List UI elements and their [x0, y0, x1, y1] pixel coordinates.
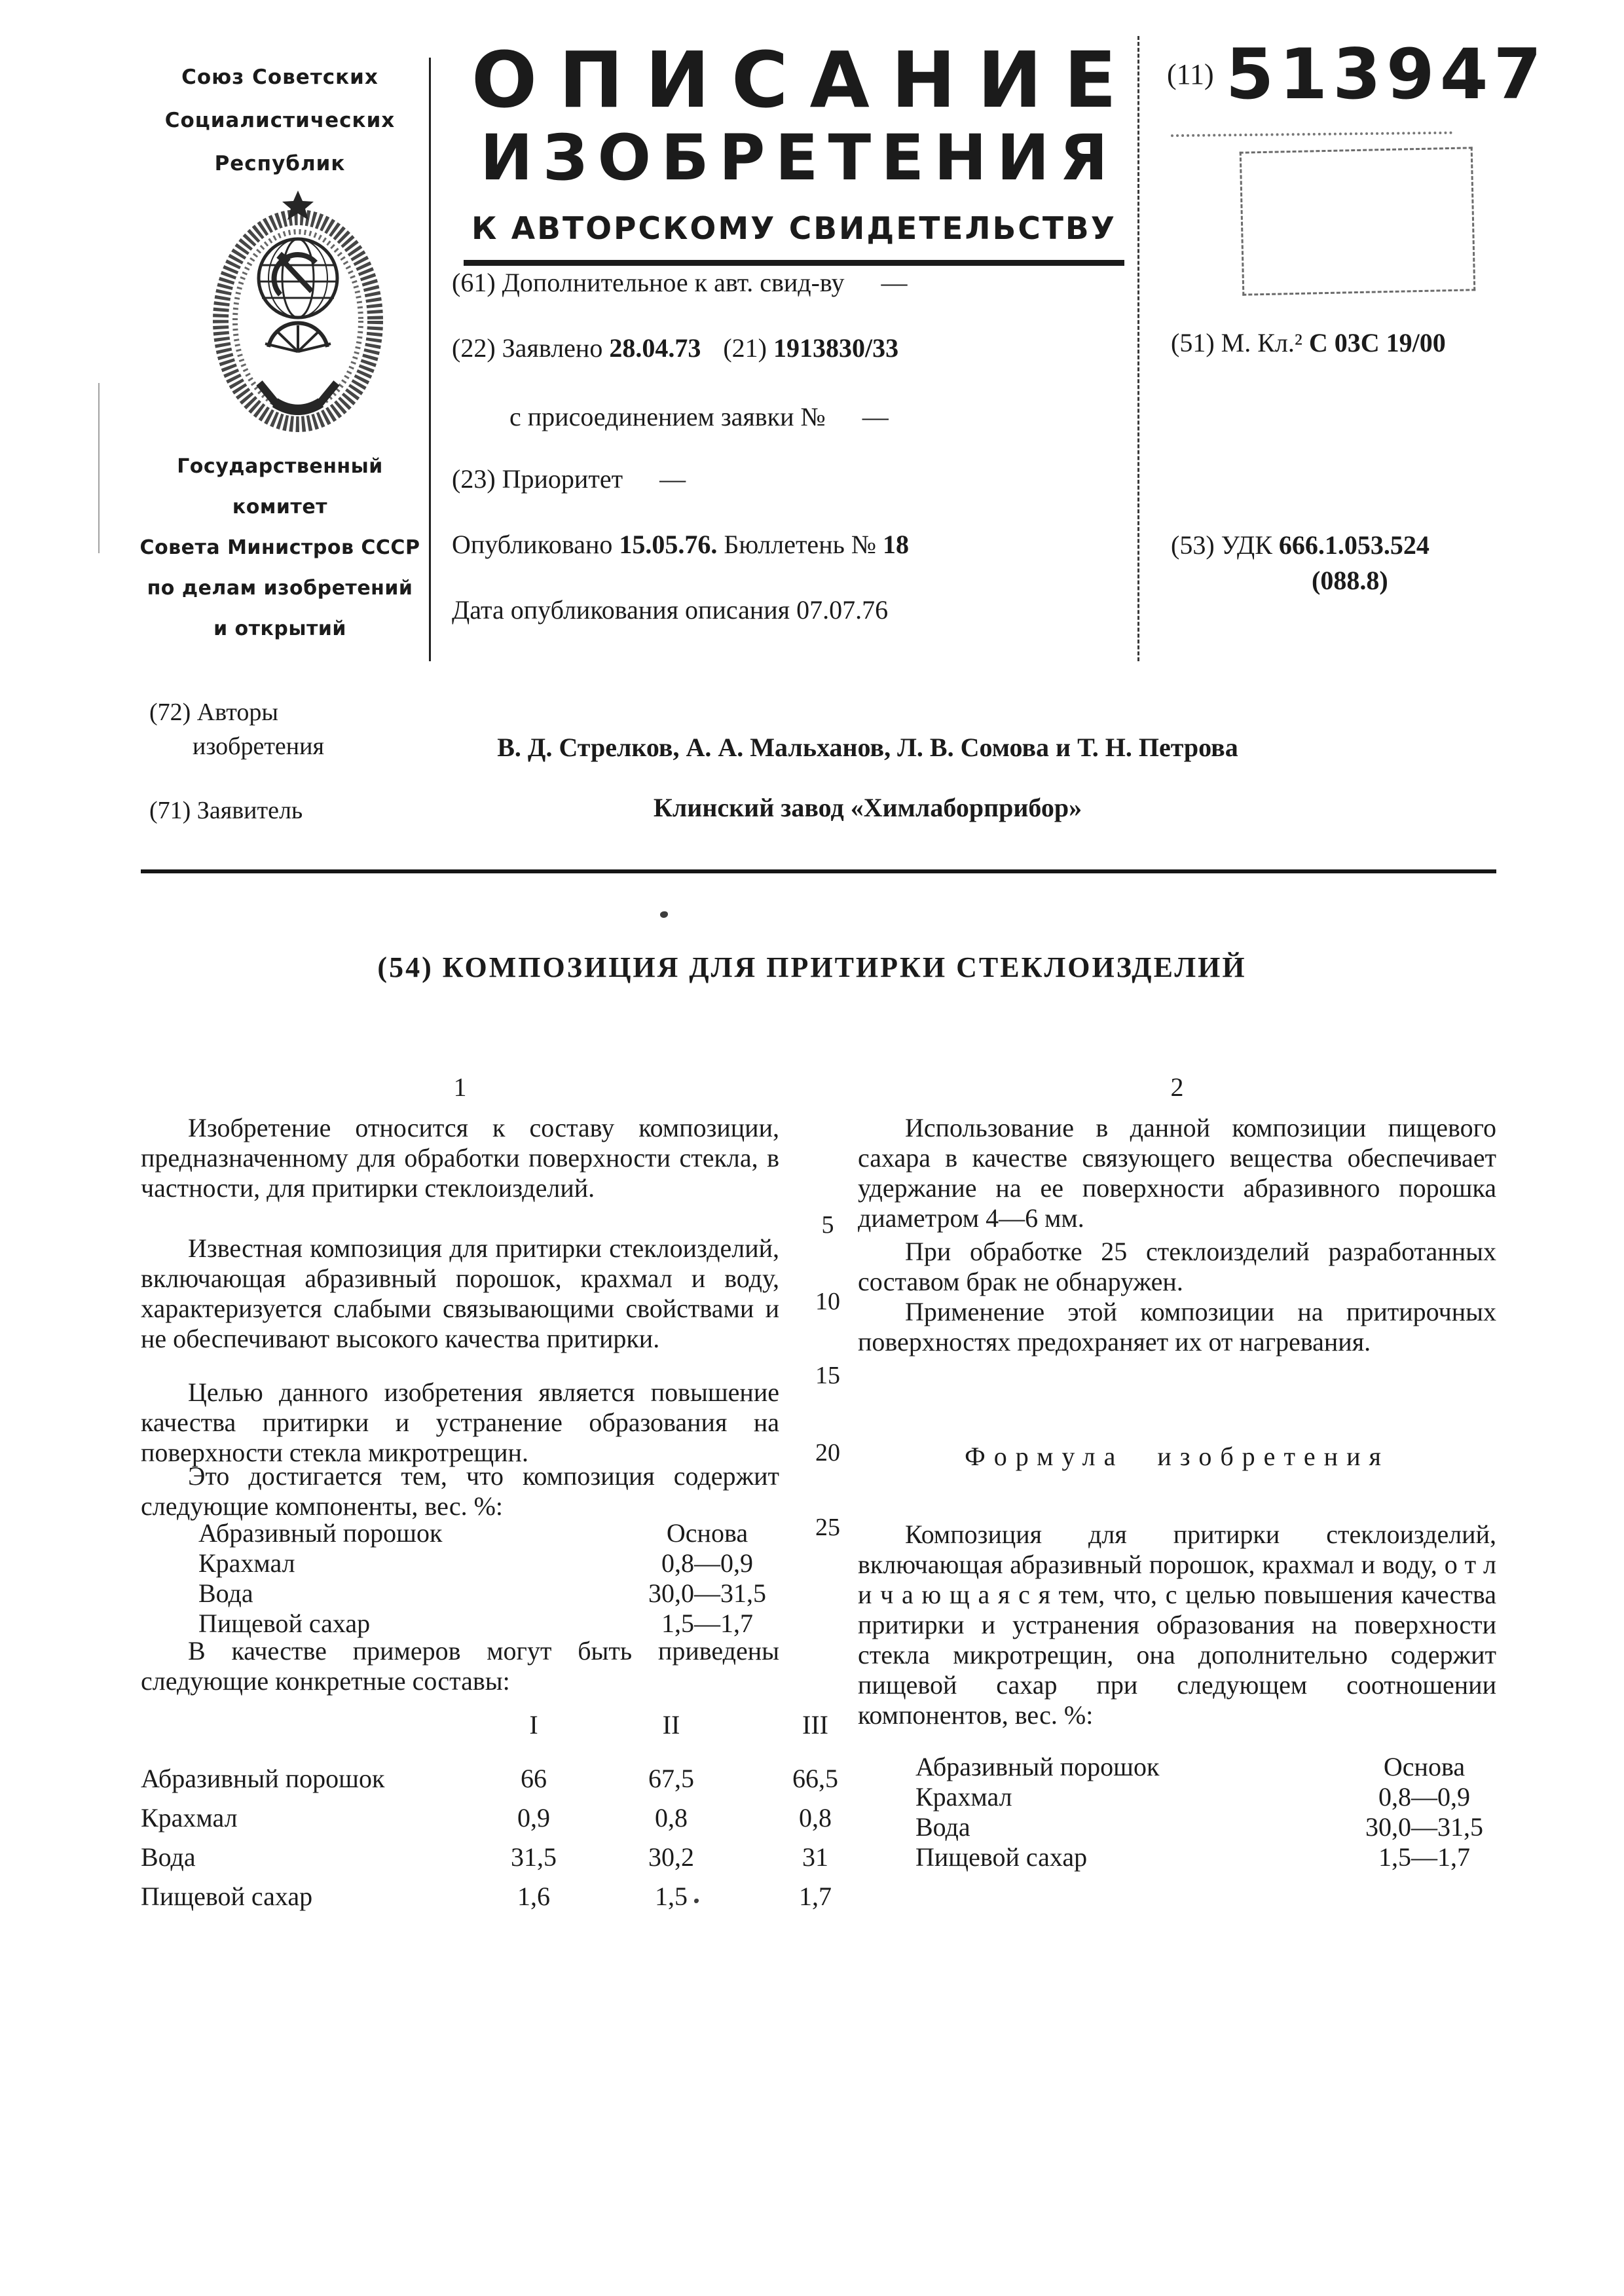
field-21-code: (21): [723, 333, 767, 363]
component-amount: 1,5—1,7: [1378, 1842, 1470, 1872]
composition-row: [141, 1518, 779, 1548]
publication-number: [1167, 34, 1599, 115]
component-name: Крахмал: [198, 1548, 295, 1578]
authors-names: В. Д. Стрелков, А. А. Мальханов, Л. В. Сомова и Т. Н. Петрова: [497, 733, 1238, 762]
field-23: [452, 464, 1133, 494]
line-number-20: 20: [815, 1439, 840, 1467]
field-53-value2: (088.8): [1312, 566, 1388, 595]
table-cell: 1,6: [517, 1882, 550, 1911]
component-name: Пищевой сахар: [915, 1842, 1088, 1872]
doc-subtitle: К АВТОРСКОМУ СВИДЕТЕЛЬСТВУ: [464, 211, 1124, 266]
committee-block: [128, 446, 432, 649]
component-name: Вода: [198, 1578, 253, 1608]
field-23-label: (23) Приоритет: [452, 464, 623, 494]
line-number-10: 10: [815, 1288, 840, 1315]
composition-row: [141, 1548, 779, 1578]
paragraph: Использование в данной композиции пищевого сахара в качестве связующего вещества обеспечивает удержание на ее поверхности абразивного порошка диаметром 4—6 мм.: [858, 1113, 1496, 1233]
field-22-date: 28.04.73: [609, 333, 701, 363]
ussr-coat-of-arms-icon: [196, 187, 399, 445]
table-cell: 67,5: [648, 1764, 694, 1793]
component-name: Абразивный порошок: [198, 1518, 443, 1548]
component-name: Абразивный порошок: [915, 1752, 1160, 1781]
authors-code-line1: (72) Авторы: [149, 699, 278, 726]
column-number-left: 1: [453, 1072, 467, 1102]
component-amount: 1,5—1,7: [661, 1609, 753, 1638]
paragraph: Известная композиция для притирки стеклоизделий, включающая абразивный порошок, крахмал и воду, характеризуется слабыми связывающими свойствами и не обеспечивают высокого качества притирки.: [141, 1233, 779, 1353]
kind-code: (11): [1167, 58, 1214, 90]
table-cell: 0,8: [799, 1803, 832, 1832]
applicant-code: (71) Заявитель: [149, 797, 303, 824]
field-pubdesc-date: 07.07.76: [796, 595, 889, 625]
examples-table: [141, 1710, 887, 1921]
field-join: [452, 402, 1190, 432]
invention-title: (54) КОМПОЗИЦИЯ ДЛЯ ПРИТИРКИ СТЕКЛОИЗДЕЛИЙ: [377, 951, 1247, 983]
table-cell: 0,9: [517, 1803, 550, 1832]
page-fold-line: [98, 383, 100, 553]
component-name: Пищевой сахар: [198, 1609, 371, 1638]
component-name: Крахмал: [915, 1782, 1012, 1812]
field-22-21: [452, 333, 1133, 363]
table-header-cell: I: [529, 1710, 538, 1740]
field-pub-label: Опубликовано: [452, 530, 613, 559]
stamp-box: [1240, 147, 1476, 295]
component-amount: Основа: [1383, 1752, 1466, 1781]
authors-code-line2: изобретения: [193, 733, 324, 760]
field-pub-bulletin-label: Бюллетень №: [724, 530, 876, 559]
table-row: [141, 1842, 887, 1872]
field-61: [452, 268, 1133, 298]
paragraph: Применение этой композиции на притирочных поверхностях предохраняет их от нагревания.: [858, 1297, 1496, 1357]
field-join-value: —: [862, 402, 889, 431]
field-61-value: —: [881, 268, 908, 297]
doc-title-line2: ИЗОБРЕТЕНИЯ: [480, 121, 1118, 194]
ink-speck: [660, 911, 668, 918]
claim-paragraph: Композиция для притирки стеклоизделий, включающая абразивный порошок, крахмал и воду, о т л и ч а ю щ а я с я тем, что, с целью повышения качества притирки и устранения образования на поверхности стекла микротрещин, она дополнительно содержит пищевой сахар при следующем соотношении компонентов, вес. %:: [858, 1520, 1496, 1730]
document-heading: [442, 35, 1146, 266]
table-cell: 30,2: [648, 1842, 694, 1872]
table-cell: Абразивный порошок: [141, 1764, 385, 1793]
field-21-value: 1913830/33: [773, 333, 899, 363]
field-published: [452, 530, 1133, 560]
composition-row: [858, 1812, 1496, 1842]
table-row: [141, 1882, 887, 1912]
country-line: Союз Советских: [181, 65, 378, 89]
column-number-right: 2: [1170, 1072, 1184, 1102]
section-divider-rule: [141, 869, 1496, 873]
field-53: [1171, 528, 1603, 598]
table-cell: 66: [521, 1764, 547, 1793]
component-amount: 30,0—31,5: [648, 1578, 766, 1608]
header-divider-left: [429, 58, 431, 661]
table-cell: 0,8: [655, 1803, 688, 1832]
table-cell: 66,5: [792, 1764, 838, 1793]
country-line: Республик: [214, 152, 346, 175]
authors-code: [149, 695, 424, 763]
field-51: [1171, 327, 1603, 358]
table-cell: Крахмал: [141, 1803, 238, 1832]
field-53-value: 666.1.053.524: [1278, 530, 1430, 560]
country-block: [131, 56, 429, 185]
table-cell: 31,5: [511, 1842, 557, 1872]
field-pub-bulletin-number: 18: [883, 530, 909, 559]
field-61-label: (61) Дополнительное к авт. свид-ву: [452, 268, 845, 297]
paragraph: Это достигается тем, что композиция содержит следующие компоненты, вес. %:: [141, 1461, 779, 1521]
component-amount: Основа: [666, 1518, 748, 1548]
field-join-label: с присоединением заявки №: [509, 402, 826, 431]
field-51-value: С 03С 19/00: [1308, 328, 1446, 357]
composition-row: [858, 1752, 1496, 1782]
committee-line: Совета Министров СССР: [139, 536, 420, 559]
field-pubdesc-label: Дата опубликования описания: [452, 595, 790, 625]
table-cell: 31: [802, 1842, 828, 1872]
table-header-cell: II: [662, 1710, 680, 1740]
composition-row: [141, 1609, 779, 1639]
paragraph: При обработке 25 стеклоизделий разработанных составом брак не обнаружен.: [858, 1237, 1496, 1296]
paragraph: В качестве примеров могут быть приведены следующие конкретные составы:: [141, 1636, 779, 1696]
claims-heading: Формула изобретения: [965, 1442, 1390, 1471]
table-cell: 1,5: [655, 1882, 688, 1911]
applicant-name: Клинский завод «Химлаборприбор»: [653, 793, 1082, 822]
component-amount: 0,8—0,9: [1378, 1782, 1470, 1812]
field-22-label: (22) Заявлено: [452, 333, 603, 363]
table-row: [141, 1764, 887, 1794]
line-number-15: 15: [815, 1362, 840, 1389]
composition-row: [858, 1782, 1496, 1812]
committee-line: по делам изобретений: [147, 577, 413, 600]
table-cell: Пищевой сахар: [141, 1882, 313, 1911]
line-number-5: 5: [821, 1211, 834, 1239]
table-cell: Вода: [141, 1842, 196, 1872]
dotted-rule: [1171, 132, 1452, 137]
paragraph: Целью данного изобретения является повышение качества притирки и устранение образования на поверхности стекла микротрещин.: [141, 1377, 779, 1467]
field-51-label: (51) М. Кл.²: [1171, 328, 1302, 357]
composition-row: [858, 1842, 1496, 1872]
field-pub-date: 15.05.76.: [619, 530, 718, 559]
table-header-cell: III: [802, 1710, 828, 1740]
composition-row: [141, 1578, 779, 1609]
committee-line: и открытий: [213, 617, 346, 640]
country-line: Социалистических: [164, 109, 396, 132]
field-53-label: (53) УДК: [1171, 530, 1272, 560]
field-23-value: —: [659, 464, 686, 494]
component-name: Вода: [915, 1812, 970, 1842]
component-amount: 0,8—0,9: [661, 1548, 753, 1578]
examples-table-header: [141, 1710, 887, 1740]
claim-composition-list: [858, 1752, 1496, 1872]
composition-list: [141, 1518, 779, 1639]
component-amount: 30,0—31,5: [1365, 1812, 1483, 1842]
paragraph: Изобретение относится к составу композиции, предназначенному для обработки поверхности стекла, в частности, для притирки стеклоизделий.: [141, 1113, 779, 1203]
patent-number: 513947: [1225, 34, 1547, 115]
field-pub-desc-date: [452, 595, 1133, 625]
committee-line: Государственный комитет: [177, 455, 383, 519]
doc-title-line1: ОПИСАНИЕ: [471, 35, 1139, 125]
line-number-25: 25: [815, 1514, 840, 1541]
table-row: [141, 1803, 887, 1833]
table-cell: 1,7: [799, 1882, 832, 1911]
